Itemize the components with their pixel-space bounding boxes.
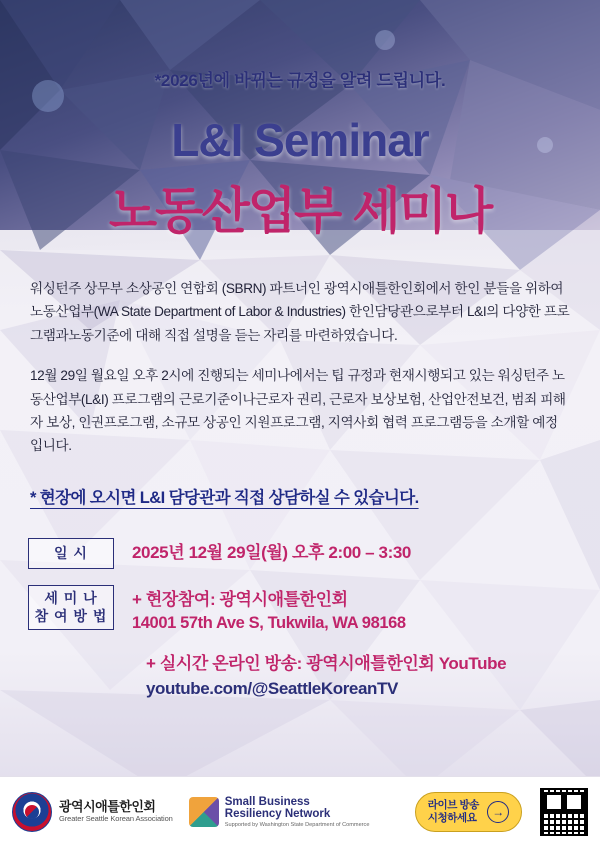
title-korean: 노동산업부 세미나 [108, 183, 492, 239]
org2-text [225, 796, 370, 829]
org2-line-2: Resiliency Network [224, 808, 331, 821]
date-value: 2025년 12월 29일(월) 오후 2:00 – 3:30 [132, 542, 411, 562]
how-to-join-label [28, 585, 114, 631]
online-value [146, 652, 544, 701]
org1-name: 광역시애틀한인회 [59, 799, 156, 815]
live-button-line-2: 시청하세요 [427, 812, 477, 824]
how-to-join-label-line1: 세 미 나 [44, 589, 98, 606]
paragraph-1: 워싱턴주 상무부 소상공인 연합회 (SBRN) 파트너인 광역시애틀한인회에서 한인 분들을 위하여 노동산업부(WA State Department of Labor & Industries) 한인담당관으로부터 L&I의 다양한 프로그램과노동기준에 대해 직접 설명을 듣는 자리를 마련하였습니다. [30, 281, 570, 343]
onsite-line-1: + 현장참여: 광역시애틀한인회 [132, 589, 348, 609]
org2-line-1: Small Business [224, 795, 310, 808]
info-block [28, 538, 572, 702]
info-row-date [28, 538, 572, 569]
org-small-business-resiliency-network [189, 796, 370, 829]
date-label: 일 시 [28, 538, 114, 569]
arrow-right-icon: → [487, 801, 509, 823]
paragraph-2: 12월 29일 월요일 오후 2시에 진행되는 세미나에서는 팁 규정과 현재시행되고 있는 워싱턴주 노동산업부(L&I) 프로그램의 근로기준이나근로자 권리, 근로자 보상보험, 산업안전보건, 범죄 피해자 보상, 인권프로그램, 소규모 상공인 지원프로그램, 지역사회 협력 프로그램등을 소개할 예정입니다. [30, 368, 566, 454]
online-line-1: + 실시간 온라인 방송: 광역시애틀한인회 YouTube [146, 654, 507, 674]
highlight-note: * 현장에 오시면 L&I 담당관과 직접 상담하실 수 있습니다. [30, 488, 419, 507]
live-broadcast-button[interactable] [415, 792, 522, 832]
info-row-how-to-join [28, 585, 572, 637]
body-text [30, 277, 570, 458]
sbrn-logo-icon [189, 797, 219, 827]
qr-code[interactable] [540, 788, 588, 836]
live-button-text [428, 799, 479, 825]
how-to-join-label-line2: 참 여 방 법 [34, 608, 108, 625]
korean-association-seal-icon [12, 792, 52, 832]
headline-note: *2026년에 바뀌는 규정을 알려 드립니다. [154, 71, 446, 90]
org-greater-seattle-korean-association [12, 792, 173, 832]
youtube-url[interactable]: youtube.com/@SeattleKoreanTV [146, 678, 398, 698]
footer [0, 776, 600, 848]
onsite-value [114, 585, 572, 637]
org1-text [59, 800, 173, 824]
org1-subtitle: Greater Seattle Korean Association [59, 814, 173, 824]
org2-subtitle: Supported by Washington State Department of Commerce [224, 822, 370, 829]
onsite-line-2: 14001 57th Ave S, Tukwila, WA 98168 [132, 614, 406, 633]
title-english: L&I Seminar [171, 114, 429, 166]
live-button-line-1: 라이브 방송 [427, 798, 479, 811]
